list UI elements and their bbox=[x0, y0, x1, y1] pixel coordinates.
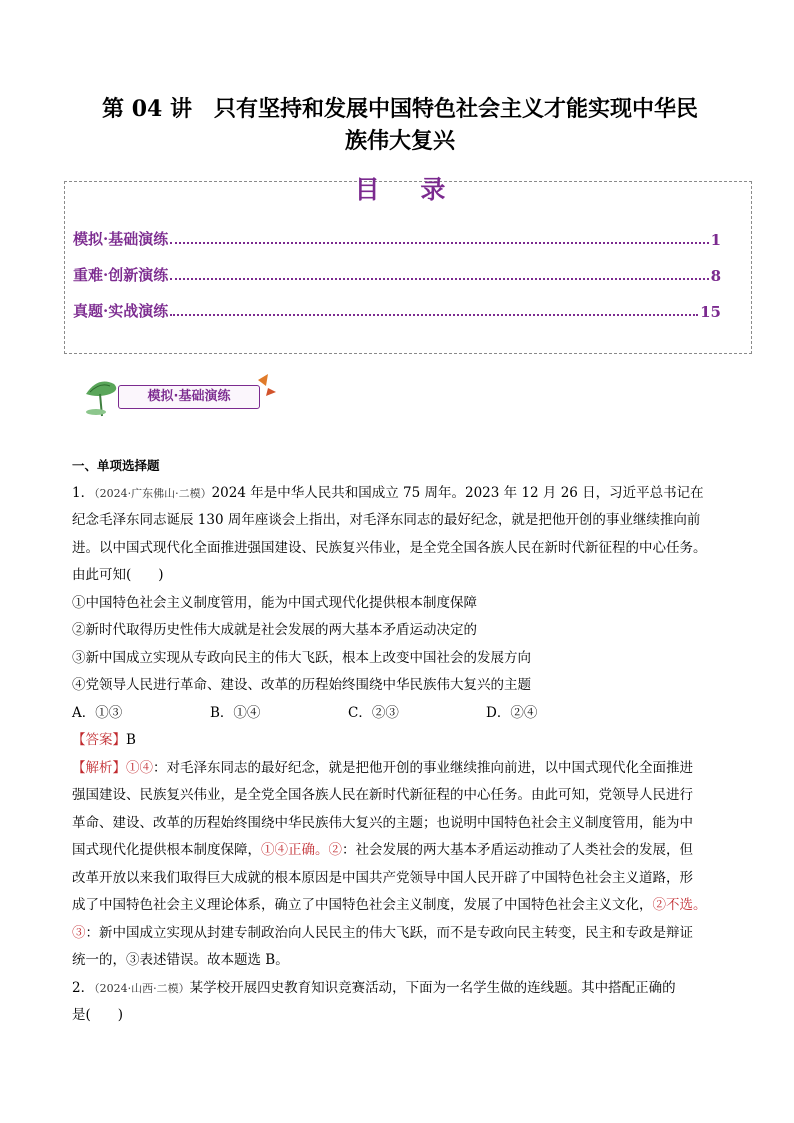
q1-analysis-line-3: 革命、建设、改革的历程始终围绕中华民族伟大复兴的主题；也说明中国特色社会主义制度管用，能为中 bbox=[72, 814, 693, 831]
q1-statement-2: ②新时代取得历史性伟大成就是社会发展的两大基本矛盾运动决定的 bbox=[72, 622, 477, 638]
q1-source: （2024·广东佛山·二模） bbox=[94, 486, 212, 500]
q1-statement-3: ③新中国成立实现从专政向民主的伟大飞跃，根本上改变中国社会的发展方向 bbox=[72, 649, 531, 666]
option-b[interactable]: B．①④ bbox=[210, 704, 261, 721]
q1-analysis-line-2: 强国建设、民族复兴伟业，是全党全国各族人民在新时代新征程的中心任务。由此可知，党领导人民进行 bbox=[72, 787, 693, 803]
analysis-text: ：新中国成立实现从封建专制政治向人民民主的伟大飞跃，而不是专政向民主转变，民主和专政是辩证 bbox=[85, 924, 693, 941]
q1-stem-line-3: 进。以中国式现代化全面推进强国建设、民族复兴伟业，是全党全国各族人民在新时代新征程的中心任务。 bbox=[72, 539, 707, 556]
q2-stem-line-1 bbox=[72, 975, 732, 1003]
toc-item-innovation[interactable] bbox=[73, 263, 721, 285]
toc-item-label: 模拟·基础演练 bbox=[73, 230, 169, 248]
analysis-text: ：对毛泽东同志的最好纪念，就是把他开创的事业继续推向前进，以中国式现代化全面推进 bbox=[153, 759, 693, 776]
q1-analysis-line-5: 改革开放以来我们取得巨大成就的根本原因是中国共产党领导中国人民开辟了中国特色社会主义道路，形 bbox=[72, 869, 693, 886]
q2-number: 2． bbox=[72, 979, 95, 996]
q1-answer bbox=[72, 727, 732, 755]
analysis-label: 【解析】 bbox=[72, 759, 126, 776]
toc-item-page: 8 bbox=[710, 267, 721, 285]
toc-item-page: 15 bbox=[700, 303, 721, 321]
q1-analysis-line-4 bbox=[72, 837, 732, 865]
analysis-text: ③ bbox=[72, 924, 86, 941]
option-d[interactable]: D．②④ bbox=[486, 704, 538, 721]
q1-stem-line-4: 由此可知( ) bbox=[72, 567, 164, 583]
analysis-text: 成了中国特色社会主义理论体系，确立了中国特色社会主义制度，发展了中国特色社会主义文化， bbox=[72, 897, 653, 913]
q1-analysis-line-8: 统一的，③表述错误。故本题选 B。 bbox=[72, 952, 289, 968]
q2-stem-text: 某学校开展四史教育知识竞赛活动，下面为一名学生做的连线题。其中搭配正确的 bbox=[189, 979, 676, 996]
q1-statement-1: ①中国特色社会主义制度管用，能为中国式现代化提供根本制度保障 bbox=[72, 594, 477, 611]
q1-number: 1． bbox=[72, 484, 95, 501]
question-content bbox=[72, 452, 732, 1030]
analysis-text: ①④正确。② bbox=[261, 842, 342, 858]
q2-stem-line-2: 是( ) bbox=[72, 1007, 124, 1023]
option-a[interactable]: A．①③ bbox=[72, 704, 123, 721]
title-line-1: 第 04 讲 只有坚持和发展中国特色社会主义才能实现中华民 bbox=[102, 96, 698, 122]
q2-source: （2024·山西·二模） bbox=[94, 981, 190, 995]
q1-analysis-line-1 bbox=[72, 755, 732, 783]
toc-item-label: 真题·实战演练 bbox=[73, 302, 169, 320]
table-of-contents bbox=[64, 175, 752, 354]
analysis-text: 国式现代化提供根本制度保障， bbox=[72, 842, 261, 858]
answer-label: 【答案】 bbox=[72, 732, 126, 748]
q1-stem-line-1 bbox=[72, 480, 732, 508]
toc-item-label: 重难·创新演练 bbox=[73, 266, 169, 284]
page-title bbox=[60, 93, 740, 157]
analysis-text: ：社会发展的两大基本矛盾运动推动了人类社会的发展，但 bbox=[342, 842, 693, 858]
toc-item-basic[interactable] bbox=[73, 227, 721, 249]
q1-options bbox=[72, 700, 732, 728]
q1-analysis-line-7 bbox=[72, 920, 732, 948]
toc-heading: 目 录 bbox=[354, 175, 462, 204]
toc-leader-dots bbox=[170, 242, 708, 244]
toc-item-real-exam[interactable] bbox=[73, 299, 721, 321]
toc-item-page: 1 bbox=[710, 231, 721, 249]
answer-value: B bbox=[126, 732, 136, 748]
analysis-text: ②不选。 bbox=[652, 897, 707, 913]
q1-analysis-line-6 bbox=[72, 892, 732, 920]
banner-label: 模拟·基础演练 bbox=[118, 385, 260, 409]
option-c[interactable]: C．②③ bbox=[348, 704, 399, 721]
toc-leader-dots bbox=[170, 278, 708, 280]
q1-stem-line-2: 纪念毛泽东同志诞辰 130 周年座谈会上指出，对毛泽东同志的最好纪念，就是把他开创的事业继续推向前 bbox=[72, 512, 701, 528]
analysis-text: ①④ bbox=[126, 759, 153, 776]
q1-statement-4: ④党领导人民进行革命、建设、改革的历程始终围绕中华民族伟大复兴的主题 bbox=[72, 677, 531, 693]
title-line-2: 族伟大复兴 bbox=[344, 128, 455, 154]
q1-stem-text: 2024 年是中华人民共和国成立 75 周年。2023 年 12 月 26 日，习近平总书记在 bbox=[211, 484, 704, 501]
toc-leader-dots bbox=[170, 314, 698, 316]
section-banner bbox=[80, 372, 280, 420]
section-heading: 一、单项选择题 bbox=[72, 458, 160, 473]
